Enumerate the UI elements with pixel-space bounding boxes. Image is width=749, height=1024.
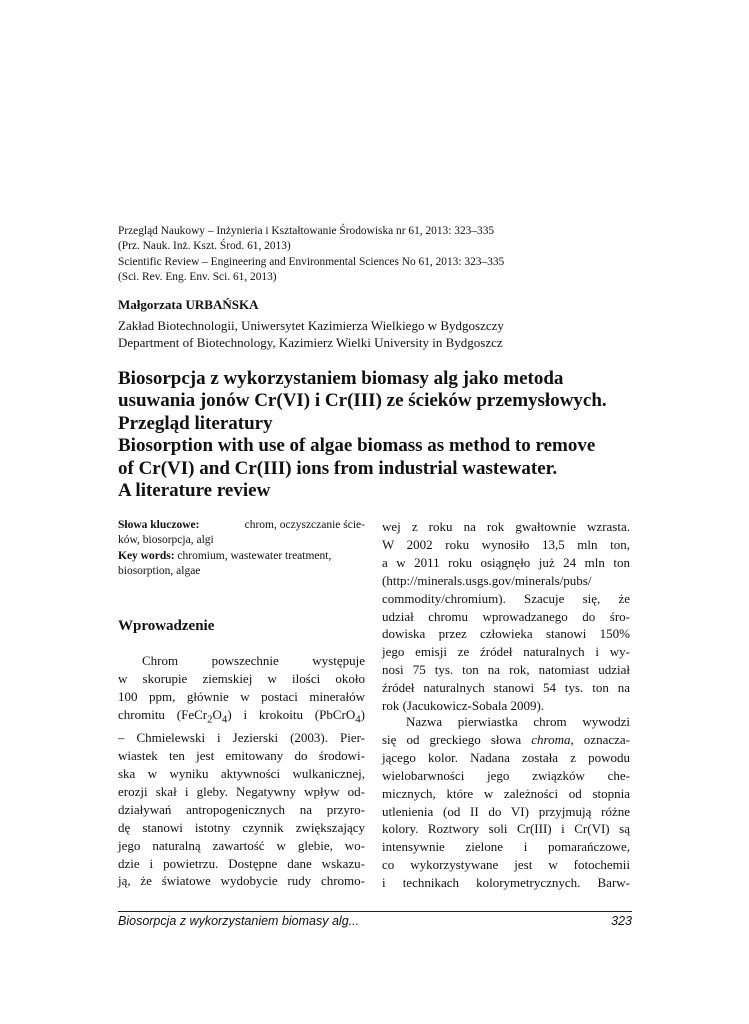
left-column — [118, 518, 365, 889]
text-fragment: ) — [360, 706, 365, 722]
keywords-block — [118, 518, 365, 579]
section-heading: Wprowadzenie — [118, 618, 215, 634]
title-pl-line: usuwania jonów Cr(VI) i Cr(III) ze ścieków przemysłowych. — [118, 390, 607, 412]
text-line: jego naturalną zawartość w glebie, wo- — [118, 837, 365, 853]
keywords-en-text2: biosorption, algae — [118, 564, 201, 577]
text-line: dzie i powietrzu. Dostępne dane wskazu- — [118, 855, 365, 871]
text-line: Chrom powszechnie występuje — [142, 653, 365, 668]
affiliation — [118, 318, 504, 351]
text-line: i technikach kolorymetrycznych. Barw- — [382, 875, 630, 891]
text-line: kolory. Roztwory soli Cr(III) i Cr(VI) są — [382, 821, 630, 837]
text-line: rok (Jacukowicz-Sobala 2009). — [382, 698, 545, 714]
text-fragment: się od greckiego słowa — [382, 731, 532, 747]
text-line: micznych, które w zależności od stopnia — [382, 785, 630, 801]
text-line: wielobarwności jego związków che- — [382, 767, 630, 783]
text-line: co wykorzystywane jest w fotochemii — [382, 857, 630, 873]
text-line: w skorupie ziemskiej w ilości około — [118, 670, 365, 686]
keywords-pl-text1: chrom, oczyszczanie ście- — [244, 519, 365, 531]
page-number: 323 — [611, 914, 632, 928]
keywords-pl-line1 — [118, 518, 365, 533]
text-line: commodity/chromium). Szacuje się, że — [382, 590, 630, 606]
text-line: wiastek ten jest emitowany do środowi- — [118, 748, 365, 764]
text-line: erozji skał i gleby. Negatywny wpływ od- — [118, 783, 365, 799]
text-line: a w 2011 roku osiągnęło już 24 mln ton — [382, 554, 630, 570]
intro-paragraph — [118, 652, 365, 890]
journal-line: (Prz. Nauk. Inż. Kszt. Środ. 61, 2013) — [118, 240, 291, 253]
text-fragment: O — [212, 706, 222, 722]
text-line: (http://minerals.usgs.gov/minerals/pubs/ — [382, 572, 592, 588]
keywords-en-label: Key words: — [118, 549, 175, 562]
subscript: 4 — [355, 713, 361, 726]
keywords-pl-label: Słowa kluczowe: — [118, 519, 200, 531]
keywords-en-line1 — [118, 549, 365, 564]
text-line: jącego kolor. Nadana została z powodu — [382, 749, 630, 765]
subscript: 4 — [221, 713, 228, 726]
footer-rule — [118, 911, 632, 912]
text-line: utlenienia (od II do VI) przyjmują różne — [382, 803, 630, 819]
italic-term: chroma — [531, 731, 571, 747]
text-line: jego emisji ze źródeł naturalnych i wy- — [382, 644, 630, 660]
text-line: nosi 75 tys. ton na rok, natomiast udział — [382, 662, 630, 678]
text-line: intensywnie zielone i pomarańczowe, — [382, 839, 630, 855]
text-fragment: ) i krokoitu (PbCrO — [227, 706, 356, 722]
title-pl-line: Przegląd literatury — [118, 412, 273, 434]
production-paragraph — [382, 518, 630, 715]
text-fragment: , oznacza- — [570, 731, 630, 747]
text-line-italic — [382, 731, 630, 749]
text-line: W 2002 roku wynosiło 13,5 mln ton, — [382, 536, 630, 552]
text-line: ska w wyniku aktywności wulkanicznej, — [118, 766, 365, 782]
article-title — [118, 368, 638, 502]
text-line-chem — [118, 706, 365, 730]
title-pl-line: Biosorpcja z wykorzystaniem biomasy alg jako metoda — [118, 368, 564, 389]
author-name: Małgorzata URBAŃSKA — [118, 297, 259, 312]
affiliation-en: Department of Biotechnology, Kazimierz Wielki University in Bydgoszcz — [118, 334, 503, 350]
journal-line: Scientific Review – Engineering and Environmental Sciences No 61, 2013: 323–335 — [118, 255, 505, 268]
text-line: udział chromu wprowadzanego do śro- — [382, 608, 630, 624]
text-line: dę stanowi istotny czynnik zwiększający — [118, 819, 365, 835]
text-line: dowiska przez człowieka stanowi 150% — [382, 626, 630, 642]
journal-header — [118, 224, 638, 286]
text-line: Nazwa pierwiastka chrom wywodzi — [406, 714, 630, 729]
title-en-line: Biosorption with use of algae biomass as method to remove — [118, 435, 596, 457]
text-line: ją, że światowe wydobycie rudy chromo- — [118, 873, 365, 889]
title-en-line: of Cr(VI) and Cr(III) ions from industrial wastewater. — [118, 457, 558, 479]
keywords-pl-text2: ków, biosorpcja, algi — [118, 534, 214, 547]
text-line: 100 ppm, głównie w postaci minerałów — [118, 688, 365, 704]
etymology-paragraph — [382, 713, 630, 892]
subscript: 2 — [207, 713, 213, 726]
text-line: działywań antropogenicznych na przyro- — [118, 801, 365, 817]
text-line: wej z roku na rok gwałtownie wzrasta. — [382, 519, 630, 534]
journal-line: (Sci. Rev. Eng. Env. Sci. 61, 2013) — [118, 271, 277, 284]
affiliation-pl: Zakład Biotechnologii, Uniwersytet Kazimierza Wielkiego w Bydgoszczy — [118, 318, 504, 333]
journal-line: Przegląd Naukowy – Inżynieria i Kształtowanie Środowiska nr 61, 2013: 323–335 — [118, 225, 495, 237]
text-fragment: chromitu (FeCr — [118, 706, 208, 722]
text-line: – Chmielewski i Jezierski (2003). Pier- — [118, 730, 365, 746]
running-title: Biosorpcja z wykorzystaniem biomasy alg... — [118, 914, 360, 928]
title-en-line: A literature review — [118, 480, 271, 502]
keywords-en-text1: chromium, wastewater treatment, — [177, 549, 332, 562]
text-line: źródeł naturalnych stanowi 54 tys. ton na — [382, 680, 630, 696]
